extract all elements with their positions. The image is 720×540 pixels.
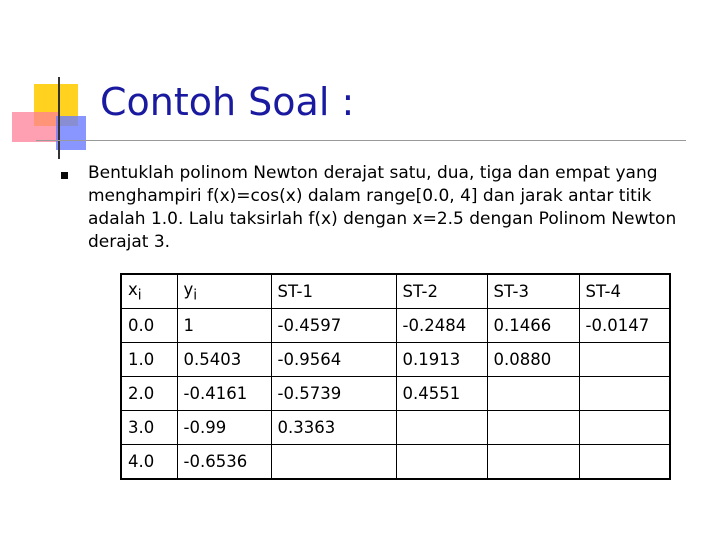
table-cell: 0.1466 xyxy=(487,309,579,343)
table-cell xyxy=(579,377,670,411)
table-cell xyxy=(396,445,487,480)
table-cell: 1 xyxy=(177,309,271,343)
table-cell: -0.5739 xyxy=(271,377,396,411)
header-label: ST-3 xyxy=(493,282,529,301)
header-cell xyxy=(121,274,177,309)
decor-vertical-line xyxy=(58,77,60,159)
table-cell xyxy=(487,377,579,411)
table-header-row xyxy=(121,274,670,309)
table-cell: 3.0 xyxy=(121,411,177,445)
table-row xyxy=(121,445,670,480)
table-cell xyxy=(579,343,670,377)
header-cell xyxy=(396,274,487,309)
table-cell: -0.9564 xyxy=(271,343,396,377)
table-cell: 0.0 xyxy=(121,309,177,343)
table-cell: 0.4551 xyxy=(396,377,487,411)
header-label: y xyxy=(183,279,194,299)
table-row xyxy=(121,343,670,377)
decor-blue-square xyxy=(56,116,86,150)
table-cell: 2.0 xyxy=(121,377,177,411)
table-cell: -0.6536 xyxy=(177,445,271,480)
header-label: x xyxy=(128,279,138,299)
decor-red-square xyxy=(12,112,58,142)
table-cell: -0.99 xyxy=(177,411,271,445)
title-underline xyxy=(36,140,686,141)
table-cell: 0.0880 xyxy=(487,343,579,377)
table-cell: 0.1913 xyxy=(396,343,487,377)
header-subscript: i xyxy=(193,287,198,304)
table-cell: 0.5403 xyxy=(177,343,271,377)
header-label: ST-4 xyxy=(585,282,621,301)
table-row xyxy=(121,411,670,445)
table-row xyxy=(121,309,670,343)
table-cell xyxy=(579,445,670,480)
table-cell xyxy=(487,445,579,480)
table-cell: -0.4597 xyxy=(271,309,396,343)
table-cell xyxy=(271,445,396,480)
table-cell: -0.2484 xyxy=(396,309,487,343)
header-cell xyxy=(271,274,396,309)
table-cell: -0.4161 xyxy=(177,377,271,411)
table-row xyxy=(121,377,670,411)
header-cell xyxy=(177,274,271,309)
header-cell xyxy=(579,274,670,309)
table-cell: 0.3363 xyxy=(271,411,396,445)
table-cell xyxy=(487,411,579,445)
header-label: ST-2 xyxy=(402,282,438,301)
header-label: ST-1 xyxy=(277,282,313,301)
slide-title: Contoh Soal : xyxy=(100,80,355,124)
table-cell: -0.0147 xyxy=(579,309,670,343)
divided-difference-table xyxy=(120,273,671,480)
bullet-icon xyxy=(61,172,68,179)
problem-statement: Bentuklah polinom Newton derajat satu, dua, tiga dan empat yang menghampiri f(x)=cos(x) dalam range[0.0, 4] dan jarak antar titik adalah 1.0. Lalu taksirlah f(x) dengan x=2.5 dengan Polinom Newton derajat 3. xyxy=(88,163,677,252)
header-subscript: i xyxy=(137,287,142,304)
table-cell xyxy=(396,411,487,445)
table-cell xyxy=(579,411,670,445)
header-cell xyxy=(487,274,579,309)
table-cell: 1.0 xyxy=(121,343,177,377)
table-cell: 4.0 xyxy=(121,445,177,480)
